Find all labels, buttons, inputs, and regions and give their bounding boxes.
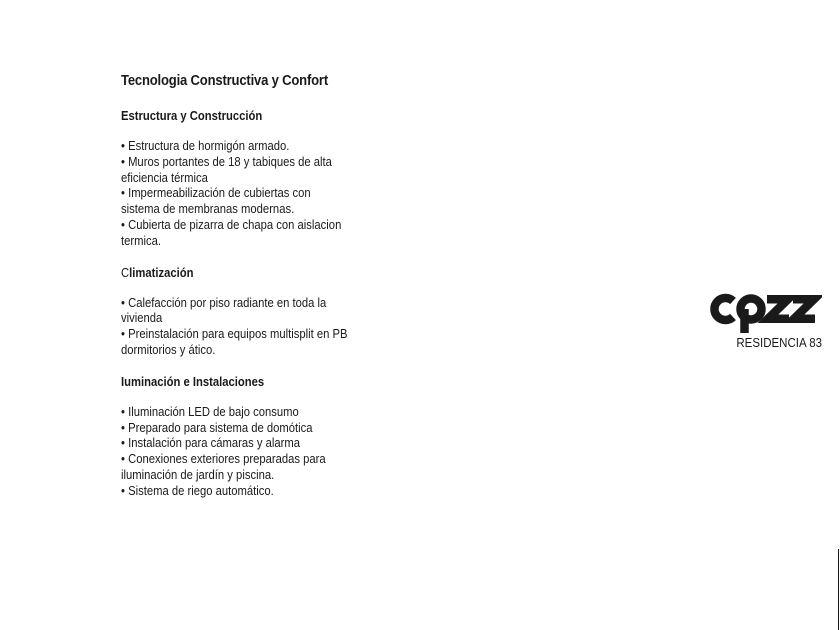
section-heading-text: Estructura y Construcción bbox=[121, 109, 263, 123]
lighting-list bbox=[121, 405, 371, 500]
section-heading-lighting bbox=[121, 374, 346, 390]
section-heading-structure bbox=[121, 108, 346, 124]
list-item: • Estructura de hormigón armado. bbox=[121, 139, 290, 153]
section-structure bbox=[121, 108, 371, 250]
section-heading-climate bbox=[121, 265, 346, 281]
list-item: • Cubierta de pizarra de chapa con aislacion termica. bbox=[121, 217, 342, 248]
list-item: • Calefacción por piso radiante en toda la vivienda bbox=[121, 295, 327, 326]
list-item: • Instalación para cámaras y alarma bbox=[121, 436, 301, 451]
section-heading-text: limatización bbox=[129, 265, 194, 280]
page-title: Tecnologia Constructiva y Confort bbox=[121, 73, 328, 89]
list-item: • Preparado para sistema de domótica bbox=[121, 420, 313, 435]
list-item: • Muros portantes de 18 y tabiques de alta eficiencia térmica bbox=[121, 154, 332, 185]
list-item: • Conexiones exteriores preparadas para iluminación de jardín y piscina. bbox=[121, 452, 326, 482]
section-heading-text: Iuminación e Instalaciones bbox=[121, 374, 265, 389]
climate-list bbox=[121, 296, 371, 359]
section-climate bbox=[121, 265, 371, 359]
spec-sheet bbox=[121, 72, 371, 515]
brand-block bbox=[706, 290, 822, 350]
brand-subtitle: RESIDENCIA 83 bbox=[736, 336, 822, 350]
cpzz-logo bbox=[708, 290, 822, 334]
list-item: • Impermeabilización de cubiertas con sistema de membranas modernas. bbox=[121, 186, 311, 217]
list-item: • Sistema de riego automático. bbox=[121, 483, 274, 498]
section-lighting bbox=[121, 374, 371, 500]
page-edge-divider bbox=[838, 549, 839, 630]
structure-list bbox=[121, 139, 371, 250]
section-heading-prefix: C bbox=[121, 265, 130, 280]
list-item: • Iluminación LED de bajo consumo bbox=[121, 404, 299, 419]
list-item: • Preinstalación para equipos multisplit en PB dormitorios y ático. bbox=[121, 327, 348, 357]
